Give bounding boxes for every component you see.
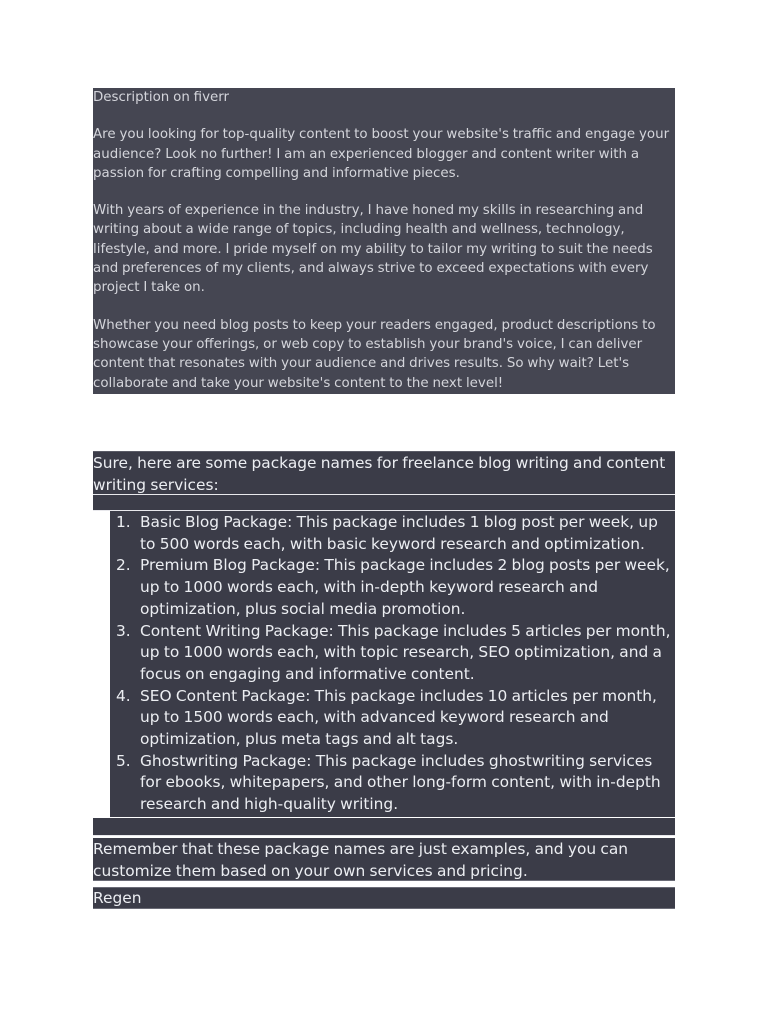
list-item-number: 2. bbox=[116, 556, 131, 575]
fiverr-description-panel bbox=[93, 88, 675, 394]
list-item-number: 3. bbox=[116, 621, 131, 640]
description-paragraph: With years of experience in the industry, I have honed my skills in researching and writing about a wide range of topics, including health and wellness, technology, lifestyle, and more. I pride myself on my ability to tailor my writing to suit the needs and preferences of my clients, and always strive to exceed expectations with every project I take on. bbox=[93, 203, 653, 296]
list-item-text: Basic Blog Package: This package includes 1 blog post per week, up to 500 words each, with basic keyword research and optimization. bbox=[140, 513, 658, 553]
list-item bbox=[110, 512, 675, 555]
package-list-box bbox=[110, 511, 675, 817]
list-item-number: 4. bbox=[116, 686, 131, 705]
package-list-section bbox=[93, 494, 675, 838]
list-item-text: Ghostwriting Package: This package includes ghostwriting services for ebooks, whitepapers, and other long-form content, with in-depth research and high-quality writing. bbox=[140, 751, 661, 814]
description-paragraph: Are you looking for top-quality content to boost your website's traffic and engage your audience? Look no further! I am an experienced blogger and content writer with a passion for crafting compelling and informative pieces. bbox=[93, 127, 670, 181]
chat-remember-text: Remember that these package names are just examples, and you can customize them based on your own services and pricing. bbox=[93, 838, 675, 881]
list-item-text: SEO Content Package: This package includes 10 articles per month, up to 1500 words each, with advanced keyword research and optimization, plus meta tags and alt tags. bbox=[140, 686, 657, 749]
description-paragraph: Whether you need blog posts to keep your readers engaged, product descriptions to showcase your offerings, or web copy to establish your brand's voice, I can deliver content that resonates with your audience and drives results. So why wait? Let's collaborate and take your website's content to the next level! bbox=[93, 317, 656, 391]
package-list bbox=[110, 512, 675, 816]
list-item bbox=[110, 686, 675, 751]
list-item-text: Content Writing Package: This package includes 5 articles per month, up to 1000 words each, with topic research, SEO optimization, and a focus on engaging and informative content. bbox=[140, 621, 671, 683]
list-item-number: 1. bbox=[116, 513, 131, 531]
list-item bbox=[110, 751, 675, 816]
list-item-text: Premium Blog Package: This package includes 2 blog posts per week, up to 1000 words each, with in-depth keyword research and optimization, plus social media promotion. bbox=[140, 556, 670, 618]
list-item bbox=[110, 621, 675, 686]
list-item-number: 5. bbox=[116, 751, 131, 770]
description-heading: Description on fiverr bbox=[93, 90, 230, 105]
list-item bbox=[110, 555, 675, 620]
regen-text: Regen bbox=[93, 887, 675, 909]
chat-intro-text: Sure, here are some package names for freelance blog writing and content writing services: bbox=[93, 451, 675, 494]
